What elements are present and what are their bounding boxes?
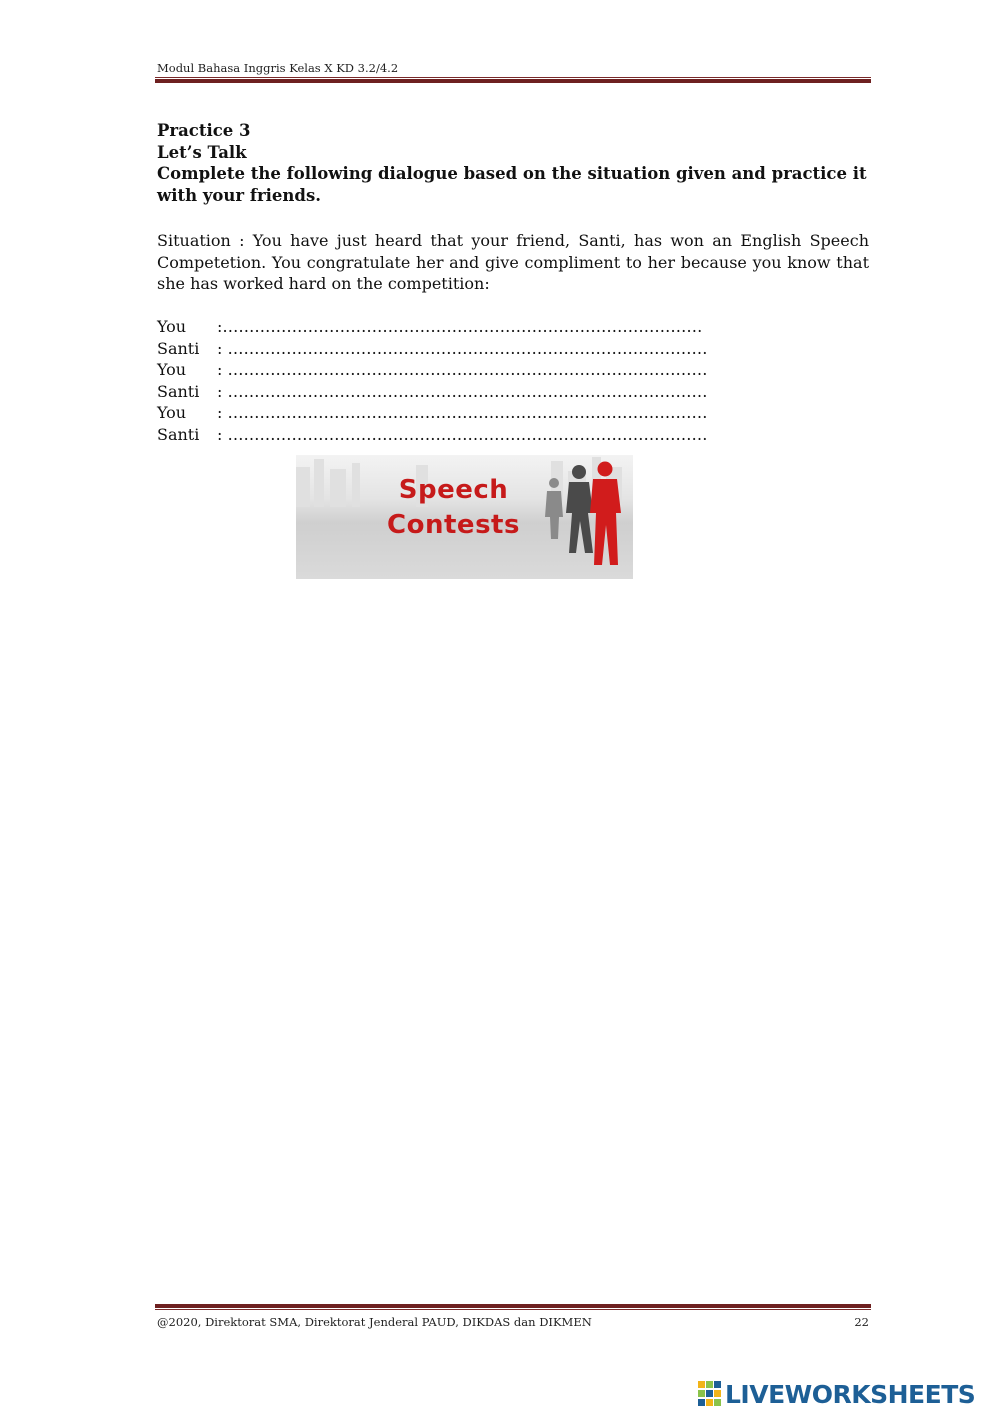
practice-title: Practice 3 (157, 121, 251, 140)
dialogue-answer-line[interactable]: : ……………………………………………………………………………… (217, 338, 708, 358)
practice-subtitle: Let’s Talk (157, 142, 247, 162)
dialogue (157, 316, 708, 446)
page-number: 22 (854, 1315, 869, 1329)
footer-copyright: @2020, Direktorat SMA, Direktorat Jenderal PAUD, DIKDAS dan DIKMEN (157, 1315, 592, 1329)
dialogue-speaker: You (157, 360, 187, 380)
dialogue-row (157, 381, 708, 403)
practice-instruction: Complete the following dialogue based on the situation given and practice it with your friends. (157, 164, 867, 205)
dialogue-row (157, 359, 708, 381)
dialogue-speaker: Santi (157, 381, 200, 401)
speech-contests-image (296, 455, 633, 579)
dialogue-speaker: You (157, 403, 187, 423)
dialogue-answer-line[interactable]: : ……………………………………………………………………………… (217, 403, 708, 423)
dialogue-answer-line[interactable]: : ……………………………………………………………………………… (217, 360, 708, 380)
dialogue-answer-line[interactable]: :……………………………………………………………………………… (217, 317, 703, 336)
header-rule (155, 77, 871, 83)
brand-name: LIVEWORKSHEETS (725, 1379, 976, 1409)
image-title (366, 473, 541, 543)
dialogue-answer-line[interactable]: : ……………………………………………………………………………… (217, 381, 708, 401)
image-title-line-1: Speech (398, 475, 509, 505)
liveworksheets-logo-icon (697, 1380, 723, 1408)
dialogue-answer-line[interactable]: : ……………………………………………………………………………… (217, 424, 708, 444)
dialogue-row (157, 316, 703, 338)
situation-paragraph: Situation : You have just heard that your friend, Santi, has won an English Speech Competetion. You congratulate her and give compliment to her because you know that she has worked hard on the competition: (157, 231, 869, 293)
header-title: Modul Bahasa Inggris Kelas X KD 3.2/4.2 (157, 61, 399, 75)
dialogue-row (157, 424, 708, 446)
liveworksheets-brand[interactable] (697, 1377, 975, 1411)
footer-rule (155, 1304, 871, 1310)
dialogue-row (157, 402, 708, 424)
dialogue-speaker: Santi (157, 338, 200, 358)
image-title-line-2: Contests (387, 510, 520, 540)
practice-headings (157, 120, 869, 206)
dialogue-speaker: You (157, 317, 187, 336)
dialogue-speaker: Santi (157, 424, 200, 444)
dialogue-row (157, 338, 708, 360)
